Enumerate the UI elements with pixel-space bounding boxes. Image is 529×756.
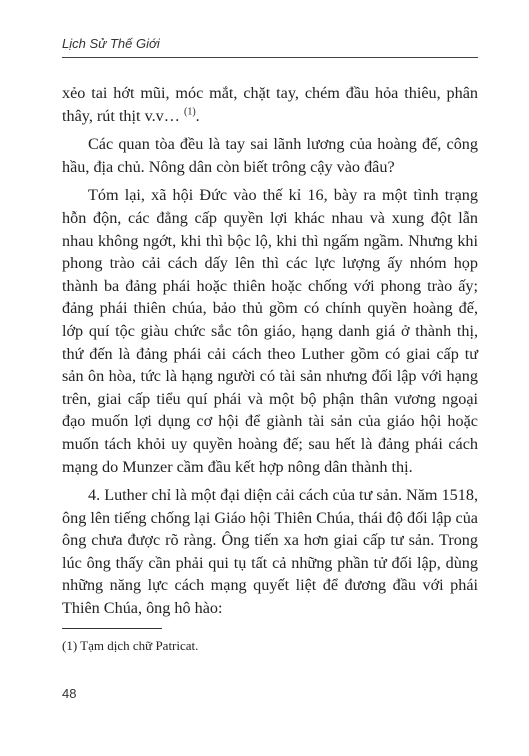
footnote-reference: (1) [184,106,196,118]
body-text [62,82,478,620]
running-header: Lịch Sử Thế Giới [62,36,160,51]
paragraph-4: 4. Luther chỉ là một đại diện cải cách của tư sản. Năm 1518, ông lên tiếng chống lại Giáo hội Thiên Chúa, thái độ đối lập của ông chưa được rõ ràng. Ông tiến xa hơn giai cấp tư sản. Trong lúc ông thấy cần phải qui tụ tất cả những phần tử đối lập, dùng những năng lực cách mạng quyết liệt để đương đầu với phái Thiên Chúa, ông hô hào: [62,486,478,618]
paragraph-2: Các quan tòa đều là tay sai lãnh lương của hoàng đế, công hầu, địa chủ. Nông dân còn biết trông cậy vào đâu? [62,135,478,176]
footnote: (1) Tạm dịch chữ Patricat. [62,638,199,653]
header-divider [62,57,478,58]
paragraph-3: Tóm lại, xã hội Đức vào thế kỉ 16, bày ra một tình trạng hỗn độn, các đẳng cấp quyền lợi khác nhau và xung đột lẫn nhau không ngớt, khi thì bộc lộ, khi thì ngấm ngầm. Nhưng khi phong trào cải cách dấy lên thì các lực lượng ấy nhóm họp thành ba đảng phái hoặc thiên hoặc chống với phong trào ấy; đảng phái thiên chúa, bảo thủ gồm có chính quyền hoàng đế, lớp quí tộc giàu chức sắc tôn giáo, hạng danh giá ở thành thị, thứ đến là đảng phái cải cách theo Luther gồm có giai cấp tư sản ôn hòa, tức là hạng người có tài sản nhưng đối lập với hạng trên, giai cấp tiểu quí phái và một bộ phận thân vương ngoại đạo muốn lợi dụng cơ hội để giành tài sản của giáo hội hoặc muốn tách khỏi uy quyền hoàng đế; sau hết là đảng phái cách mạng do Munzer cầm đầu kết hợp nông dân thành thị. [62,186,478,476]
page-number: 48 [62,686,77,701]
footnote-divider [62,628,162,629]
paragraph-1: xẻo tai hớt mũi, móc mắt, chặt tay, chém đầu hỏa thiêu, phân thây, rút thịt v.v… $^{(1)}$. [62,84,478,125]
paragraph-1-text: xẻo tai hớt mũi, móc mắt, chặt tay, chém đầu hỏa thiêu, phân thây, rút thịt v.v… [62,84,478,125]
